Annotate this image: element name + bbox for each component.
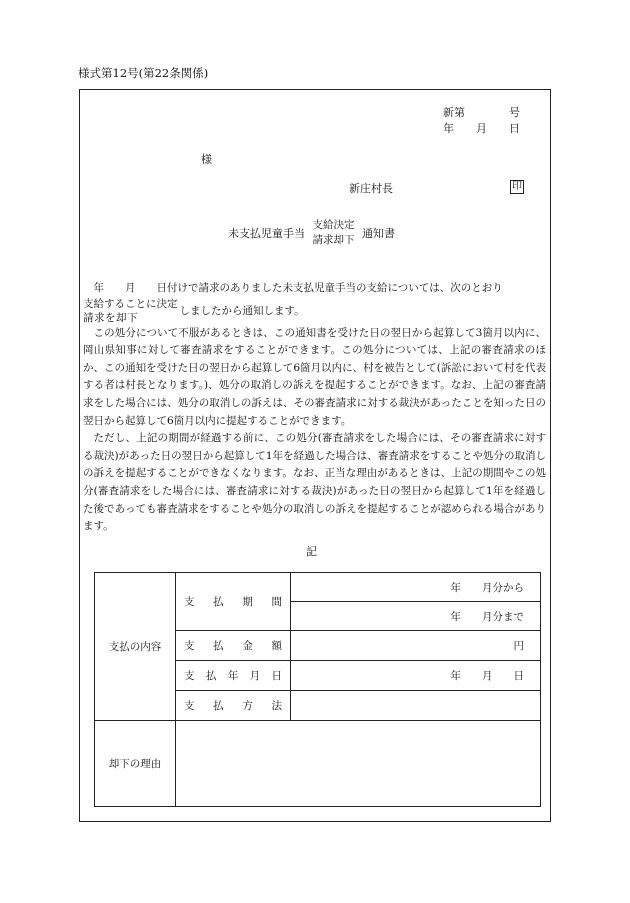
payment-details-table [94,572,541,807]
title-prefix: 未支払児童手当 [228,227,305,240]
document-number: 新第 号 [443,106,520,119]
addressee-suffix: 様 [201,153,212,166]
rejection-reason-value [176,721,541,807]
period-to-value: 年 月分まで [291,602,541,631]
title-options [313,218,355,248]
payment-content-label: 支払の内容 [95,573,176,721]
title-suffix: 通知書 [362,227,395,240]
notation-heading: 記 [306,545,317,558]
rejection-reason-label: 却下の理由 [95,721,176,807]
form-number-label: 様式第12号(第22条関係) [78,66,209,80]
body-line-1-end: しましたから通知します。 [179,304,305,317]
decision-choice-reject: 請 求 を 却 下 [83,311,138,324]
period-from-value: 年 月分から [291,573,541,602]
appeal-paragraph: この処分について不服があるときは、この通知書を受けた日の翌日から起算して3箇月以内に、岡山県知事に対して審査請求をすることができます。この処分については、上記の審査請求のほか、この通知を受けた日の翌日から起算して6箇月以内に、村を被告として(訴訟において村を代表する者は村長となります。)、処分の取消しの訴えを提起することができます。なお、上記の審査請求をした場合には、処分の取消しの訴えは、その審査請求に対する裁決があったことを知った日の翌日から起算して6箇月以内に提起することができます。 [83,326,546,427]
decision-choice [83,297,178,325]
issue-date: 年 月 日 [443,122,520,135]
payment-date-value: 年 月 日 [291,661,541,691]
payment-date-label: 支 払 年 月 日 [176,661,291,691]
sender-name: 新庄村長 [349,182,393,195]
body-line-1: 年 月 日付けで請求のありました未支払児童手当の支給については、次のとおり [83,282,503,294]
document-title [228,218,395,248]
deadline-paragraph: ただし、上記の期間が経過する前に、この処分(審査請求をした場合には、その審査請求に対する裁決)があった日の翌日から起算して1年を経過した場合は、審査請求をすることや処分の取消しの訴えを提起することができなくなります。なお、正当な理由があるときは、上記の期間やこの処分(審査請求をした場合には、審査請求に対する裁決)があった日の翌日から起算して1年を経過した後であっても審査請求をすることや処分の取消しの訴えを提起することが認められる場合があります。 [83,432,546,533]
title-option-approve: 支給決定 [312,219,355,231]
amount-label: 支 払 金 額 [176,631,291,661]
period-label: 支 払 期 間 [176,573,291,631]
body-decision-line [83,297,546,325]
notice-body [83,280,546,536]
decision-choice-approve: 支給することに決定 [83,297,178,310]
title-option-reject: 請求却下 [312,234,355,246]
payment-method-label: 支 払 方 法 [176,691,291,721]
seal-mark: 印 [512,181,522,192]
amount-value: 円 [291,631,541,661]
payment-method-value [291,691,541,721]
